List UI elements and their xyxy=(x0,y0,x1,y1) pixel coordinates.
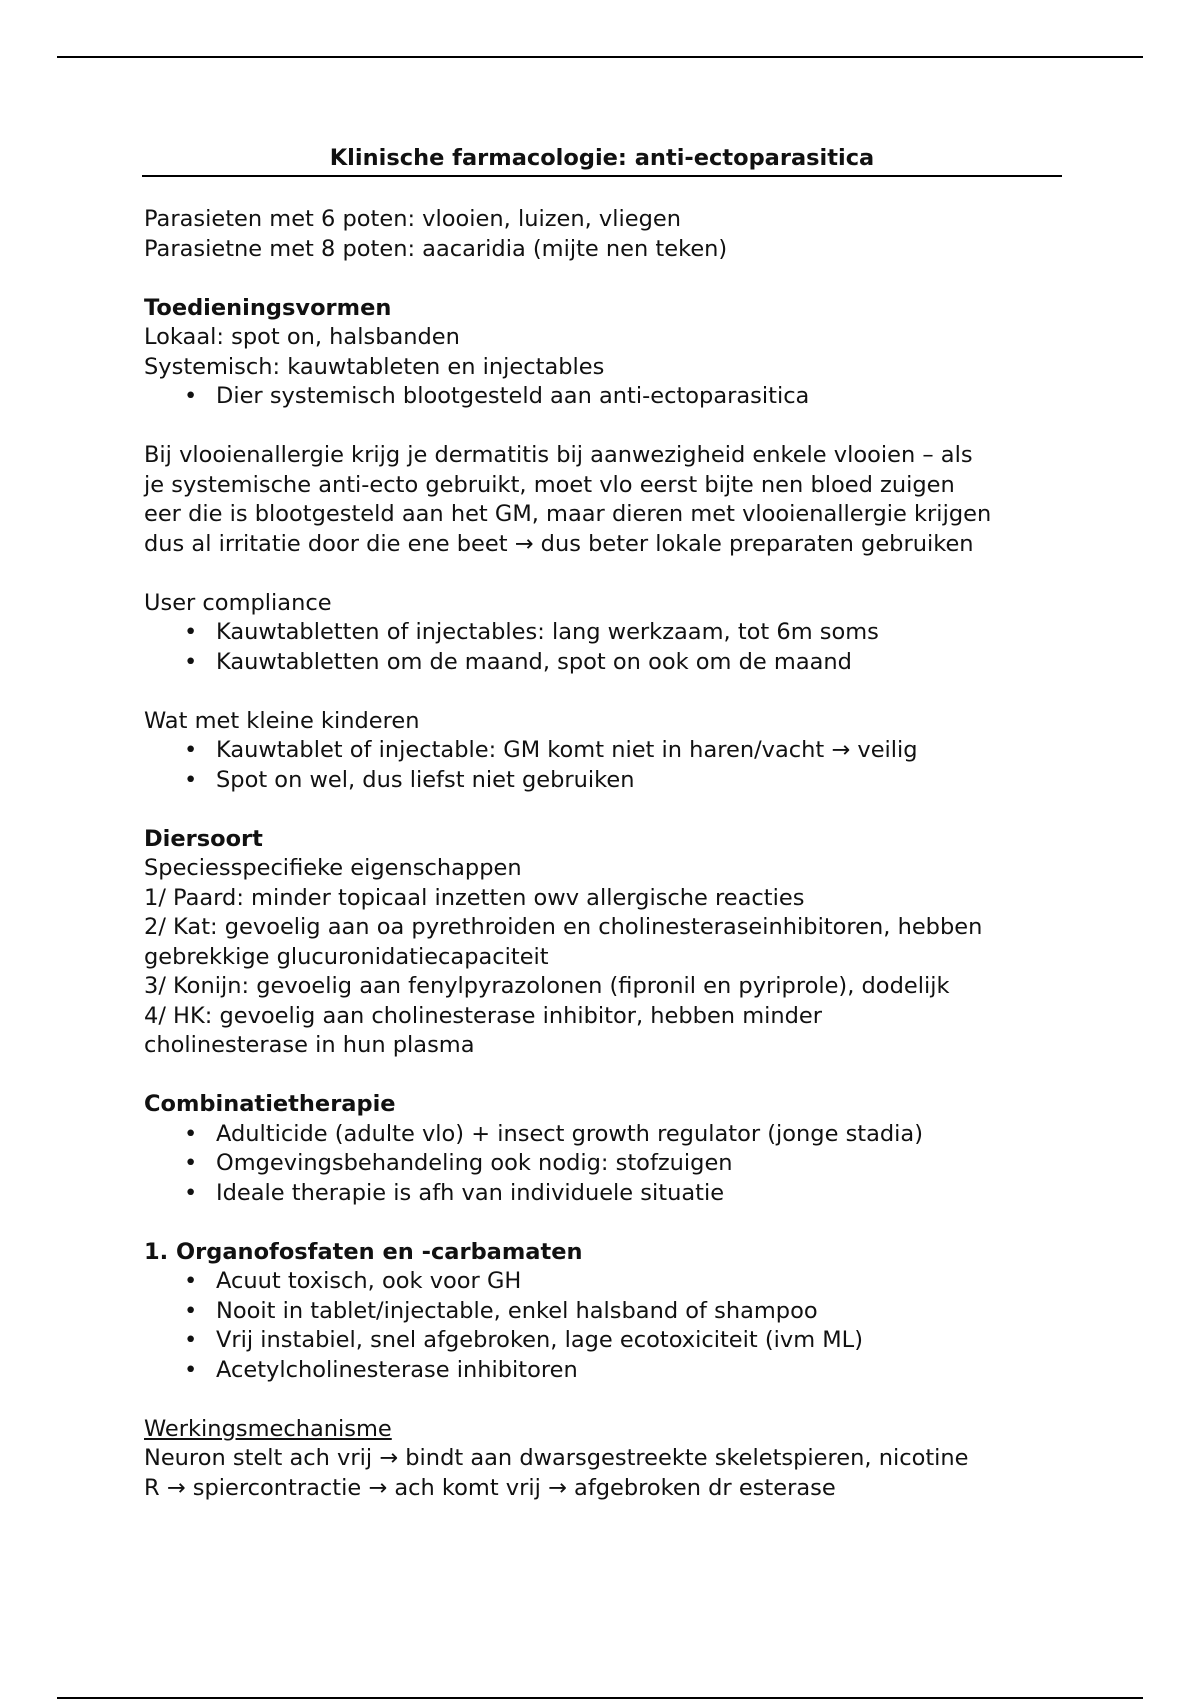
bullet-icon: • xyxy=(184,737,198,763)
text-line: je systemische anti-ecto gebruikt, moet vlo eerst bijte nen bloed zuigen xyxy=(144,471,955,498)
text-line: 4/ HK: gevoelig aan cholinesterase inhibitor, hebben minder xyxy=(144,1002,822,1029)
text-line: Bij vlooienallergie krijg je dermatitis bij aanwezigheid enkele vlooien – als xyxy=(144,442,973,468)
bullet-icon: • xyxy=(184,1327,198,1353)
text-line: Neuron stelt ach vrij → bindt aan dwarsgestreekte skeletspieren, nicotine xyxy=(144,1445,969,1471)
toediening-section xyxy=(144,294,1064,412)
list-item xyxy=(144,1120,1064,1150)
text-line: cholinesterase in hun plasma xyxy=(144,1032,475,1058)
list-item xyxy=(144,1326,1064,1356)
text-line: 1/ Paard: minder topicaal inzetten owv allergische reacties xyxy=(144,884,805,911)
bullet-list xyxy=(144,1267,1064,1385)
bullet-icon: • xyxy=(184,383,198,409)
text-line: Lokaal: spot on, halsbanden xyxy=(144,324,460,350)
intro-section xyxy=(144,205,1064,264)
list-item xyxy=(144,648,1064,678)
page-title: Klinische farmacologie: anti-ectoparasitica xyxy=(142,143,1062,177)
list-item xyxy=(144,1179,1064,1209)
werking-section xyxy=(144,1415,1064,1504)
bullet-list xyxy=(144,736,1064,795)
text-line: dus al irritatie door die ene beet → dus beter lokale preparaten gebruiken xyxy=(144,530,974,557)
text-line: R → spiercontractie → ach komt vrij → afgebroken dr esterase xyxy=(144,1474,836,1501)
diersoort-section xyxy=(144,825,1064,1061)
subsection-heading: Werkingsmechanisme xyxy=(144,1415,392,1442)
text-line: Systemisch: kauwtableten en injectables xyxy=(144,353,605,380)
text-line: eer die is blootgesteld aan het GM, maar dieren met vlooienallergie krijgen xyxy=(144,501,992,527)
text-line: 3/ Konijn: gevoelig aan fenylpyrazolonen (fipronil en pyriprole), dodelijk xyxy=(144,973,950,999)
section-heading: 1. Organofosfaten en -carbamaten xyxy=(144,1238,583,1265)
list-item xyxy=(144,1356,1064,1386)
list-item xyxy=(144,1297,1064,1327)
list-item xyxy=(144,1267,1064,1297)
bullet-list xyxy=(144,382,1064,412)
bullet-icon: • xyxy=(184,1297,198,1324)
list-item-text: Vrij instabiel, snel afgebroken, lage ecotoxiciteit (ivm ML) xyxy=(216,1327,863,1353)
bullet-icon: • xyxy=(184,1150,198,1176)
list-item-text: Kauwtablet of injectable: GM komt niet in haren/vacht → veilig xyxy=(216,737,918,763)
text-line: 2/ Kat: gevoelig aan oa pyrethroiden en cholinesteraseinhibitoren, hebben xyxy=(144,914,983,940)
list-item-text: Omgevingsbehandeling ook nodig: stofzuigen xyxy=(216,1150,733,1176)
text-line: gebrekkige glucuronidatiecapaciteit xyxy=(144,943,549,970)
bullet-icon: • xyxy=(184,1356,198,1383)
bullet-icon: • xyxy=(184,1120,198,1147)
section-heading: Combinatietherapie xyxy=(144,1091,396,1117)
list-item-text: Nooit in tablet/injectable, enkel halsband of shampoo xyxy=(216,1297,818,1324)
intro-line: Parasieten met 6 poten: vlooien, luizen, vliegen xyxy=(144,206,681,232)
list-item xyxy=(144,618,1064,648)
list-item-text: Ideale therapie is afh van individuele situatie xyxy=(216,1179,725,1206)
section-heading: Diersoort xyxy=(144,825,263,852)
combinatie-section xyxy=(144,1090,1064,1208)
compliance-section xyxy=(144,589,1064,678)
list-item-text: Adulticide (adulte vlo) + insect growth regulator (jonge stadia) xyxy=(216,1120,924,1147)
list-item xyxy=(144,736,1064,766)
list-item-text: Acetylcholinesterase inhibitoren xyxy=(216,1356,578,1383)
list-item xyxy=(144,766,1064,796)
allergy-paragraph xyxy=(144,441,1064,559)
text-line: Speciesspecifieke eigenschappen xyxy=(144,855,522,881)
section-heading: Toedieningsvormen xyxy=(144,294,392,321)
page-top-rule xyxy=(57,56,1143,58)
bullet-icon: • xyxy=(184,1268,198,1294)
list-item-text: Acuut toxisch, ook voor GH xyxy=(216,1268,522,1294)
bullet-list xyxy=(144,618,1064,677)
list-item xyxy=(144,1149,1064,1179)
bullet-icon: • xyxy=(184,648,198,675)
list-item-text: Spot on wel, dus liefst niet gebruiken xyxy=(216,766,635,793)
page-bottom-rule xyxy=(57,1697,1143,1699)
bullet-icon: • xyxy=(184,619,198,645)
bullet-icon: • xyxy=(184,1179,198,1206)
list-item xyxy=(144,382,1064,412)
bullet-icon: • xyxy=(184,766,198,793)
subsection-heading: User compliance xyxy=(144,589,332,616)
bullet-list xyxy=(144,1120,1064,1209)
list-item-text: Dier systemisch blootgesteld aan anti-ectoparasitica xyxy=(216,383,810,409)
list-item-text: Kauwtabletten om de maand, spot on ook om de maand xyxy=(216,648,852,675)
list-item-text: Kauwtabletten of injectables: lang werkzaam, tot 6m soms xyxy=(216,619,879,645)
intro-line: Parasietne met 8 poten: aacaridia (mijte nen teken) xyxy=(144,235,728,262)
organofosfaten-section xyxy=(144,1238,1064,1386)
subsection-heading: Wat met kleine kinderen xyxy=(144,707,420,734)
children-section xyxy=(144,707,1064,796)
document-body xyxy=(144,143,1064,1503)
